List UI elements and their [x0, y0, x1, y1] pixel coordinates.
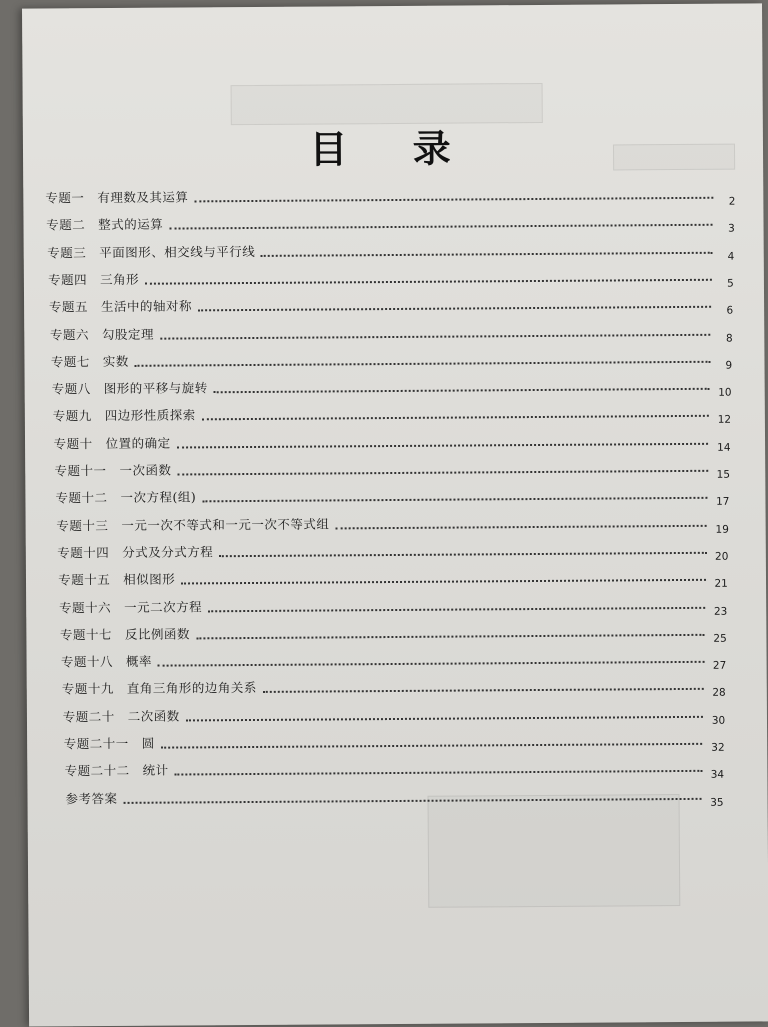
dot-leader [135, 360, 710, 367]
dot-leader [194, 196, 713, 203]
dot-leader [145, 278, 712, 285]
dot-leader [198, 305, 711, 312]
toc-entry-label: 专题十二 一次方程(组) [55, 489, 197, 506]
toc-entry-label: 专题四 三角形 [48, 271, 140, 288]
toc-entry-page: 27 [712, 659, 727, 672]
toc-entry [47, 234, 734, 261]
toc-entry [64, 726, 725, 753]
toc-entry-label: 专题六 勾股定理 [49, 326, 154, 342]
toc-entry-page: 32 [711, 741, 725, 754]
toc-entry-page: 19 [715, 523, 729, 536]
toc-entry [54, 453, 730, 480]
toc-entry-label: 参考答案 [65, 790, 118, 806]
toc-entry-page: 21 [714, 577, 728, 590]
dot-leader [196, 633, 705, 640]
toc-entry-label: 专题十四 分式及分式方程 [57, 544, 214, 561]
toc-entry-page: 17 [716, 495, 730, 509]
toc-entry-page: 15 [716, 468, 731, 481]
toc-entry [59, 589, 727, 616]
toc-entry [63, 698, 725, 725]
toc-entry-page: 35 [710, 796, 724, 809]
toc-entry-page: 9 [725, 359, 733, 372]
toc-entry-page: 34 [710, 768, 725, 782]
toc-entry [65, 780, 723, 807]
toc-entry [58, 562, 728, 589]
toc-entry-page: 5 [727, 277, 734, 290]
toc-entry-label: 专题三 平面图形、相交线与平行线 [47, 243, 256, 261]
toc-entry [49, 289, 733, 316]
toc-entry [45, 180, 735, 207]
document-page [22, 3, 768, 1026]
dot-leader [181, 578, 706, 585]
toc-entry-page: 23 [713, 605, 728, 618]
toc-entry [50, 316, 733, 343]
dot-leader [335, 523, 707, 529]
dot-leader [158, 660, 704, 667]
toc-entry-label: 专题十六 一元二次方程 [59, 598, 203, 615]
toc-entry [56, 507, 729, 534]
dot-leader [208, 605, 705, 611]
toc-entry-label: 专题二十一 圆 [63, 735, 155, 752]
toc-entry [51, 343, 732, 370]
toc-entry [53, 398, 731, 425]
toc-entry [48, 262, 734, 289]
toc-entry [65, 753, 725, 780]
show-through-block [428, 794, 681, 908]
toc-entry-label: 专题十三 一元一次不等式和一元一次不等式组 [56, 516, 330, 533]
dot-leader [261, 250, 712, 256]
toc-entry-label: 专题十 位置的确定 [53, 435, 171, 452]
toc-entry-label: 专题十九 直角三角形的边角关系 [61, 680, 257, 697]
toc-entry-page: 20 [714, 550, 729, 563]
dot-leader [175, 769, 702, 776]
toc-entry-page: 14 [717, 441, 731, 454]
dot-leader [214, 387, 710, 393]
dot-leader [202, 414, 709, 421]
toc-entry-label: 专题一 有理数及其运算 [45, 189, 189, 206]
toc-entry-label: 专题五 生活中的轴对称 [48, 298, 193, 315]
dot-leader [186, 715, 703, 722]
toc-entry [52, 371, 732, 398]
toc-entry [55, 480, 729, 507]
dot-leader [160, 332, 711, 339]
table-of-contents [23, 179, 763, 809]
page-title: 目 录 [309, 125, 477, 172]
toc-entry [53, 425, 730, 452]
toc-entry-page: 8 [725, 332, 733, 345]
toc-entry [57, 535, 728, 562]
dot-leader [202, 496, 707, 503]
dot-leader [124, 796, 702, 803]
toc-entry-page: 30 [711, 714, 726, 727]
toc-entry-page: 28 [712, 687, 726, 700]
toc-entry [60, 616, 727, 643]
dot-leader [178, 469, 708, 476]
toc-entry-page: 3 [728, 222, 735, 235]
toc-entry-label: 专题十一 一次函数 [54, 462, 172, 479]
toc-entry-label: 专题二 整式的运算 [46, 216, 164, 233]
toc-entry-page: 4 [727, 250, 735, 263]
toc-entry-page: 25 [713, 632, 727, 645]
dot-leader [263, 687, 704, 693]
toc-entry-label: 专题二十 二次函数 [62, 708, 180, 725]
dot-leader [169, 223, 713, 230]
dot-leader [161, 742, 703, 749]
toc-entry-page: 12 [717, 414, 732, 427]
toc-entry [62, 671, 726, 698]
dot-leader [219, 551, 706, 557]
dot-leader [177, 441, 709, 448]
toc-entry-label: 专题二十二 统计 [64, 762, 169, 779]
toc-entry-label: 专题十八 概率 [60, 653, 152, 670]
toc-entry-label: 专题七 实数 [50, 353, 129, 370]
toc-entry-label: 专题十七 反比例函数 [59, 626, 191, 643]
toc-entry [46, 207, 735, 234]
toc-entry-page: 10 [718, 386, 732, 399]
toc-entry-page: 6 [726, 304, 734, 317]
toc-entry-page: 2 [728, 195, 736, 208]
toc-entry-label: 专题十五 相似图形 [58, 571, 176, 588]
toc-entry-label: 专题九 四边形性质探索 [52, 407, 196, 424]
toc-entry [61, 644, 726, 671]
toc-entry-label: 专题八 图形的平移与旋转 [51, 380, 208, 397]
